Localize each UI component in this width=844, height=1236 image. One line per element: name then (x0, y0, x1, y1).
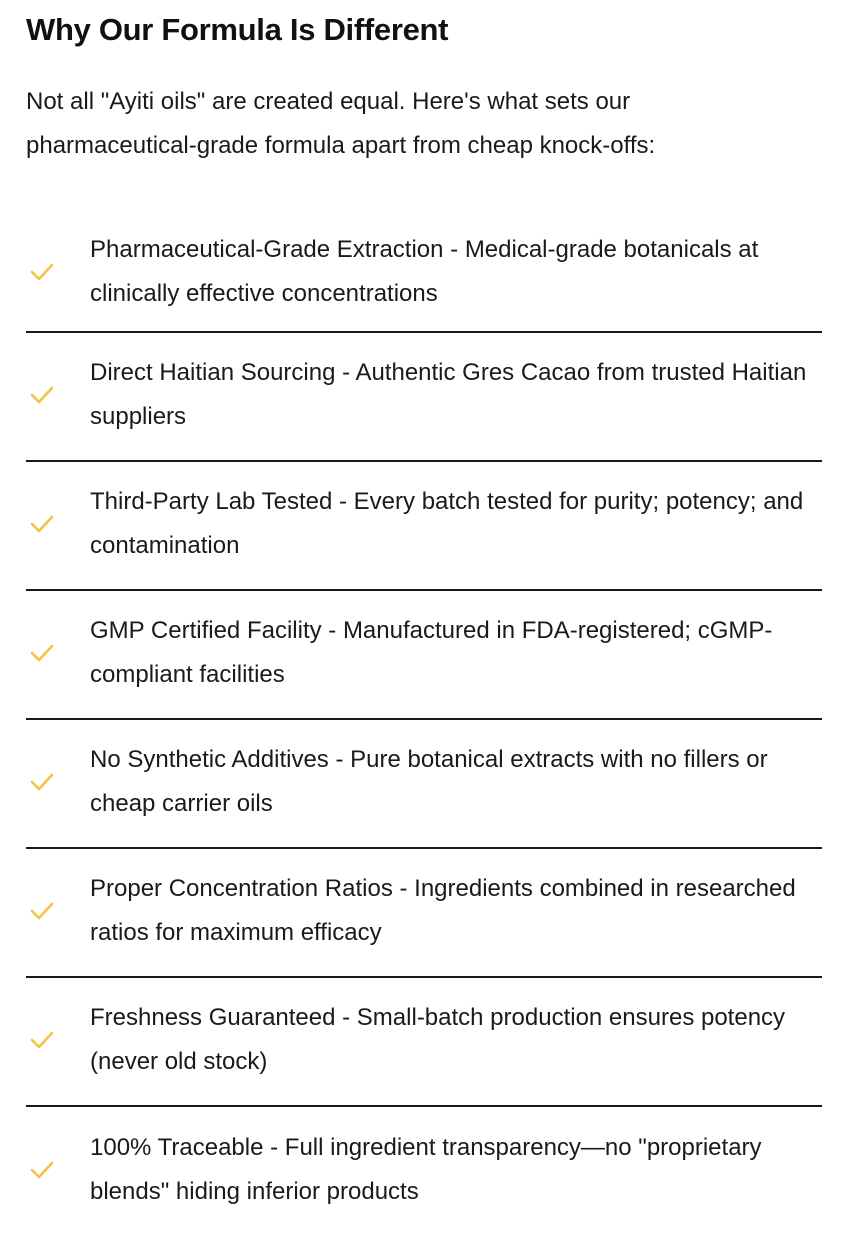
list-item (26, 849, 822, 978)
check-icon (28, 381, 56, 409)
check-icon (28, 897, 56, 925)
check-icon (28, 510, 56, 538)
check-icon (28, 768, 56, 796)
check-icon (28, 258, 56, 286)
list-item (26, 333, 822, 462)
list-item-text: GMP Certified Facility - Manufactured in FDA-registered; cGMP-compliant facilities (90, 616, 773, 688)
section-intro: Not all "Ayiti oils" are created equal. Here's what sets our pharmaceutical-grade formula apart from cheap knock-offs: (26, 88, 656, 159)
list-item-text: Proper Concentration Ratios - Ingredients combined in researched ratios for maximum efficacy (90, 874, 796, 946)
benefits-list (26, 216, 822, 1236)
list-item-text: Third-Party Lab Tested - Every batch tested for purity; potency; and contamination (90, 487, 804, 559)
list-item-text: 100% Traceable - Full ingredient transparency—no "proprietary blends" hiding inferior products (90, 1133, 762, 1205)
list-item (26, 591, 822, 720)
check-icon (28, 1026, 56, 1054)
list-item (26, 978, 822, 1107)
section-title: Why Our Formula Is Different (26, 12, 449, 47)
check-icon (28, 1156, 56, 1184)
list-item-text: No Synthetic Additives - Pure botanical extracts with no fillers or cheap carrier oils (90, 745, 768, 817)
list-item-text: Pharmaceutical-Grade Extraction - Medical-grade botanicals at clinically effective concentrations (90, 235, 759, 307)
list-item (26, 216, 822, 333)
check-icon (28, 639, 56, 667)
list-item-text: Freshness Guaranteed - Small-batch production ensures potency (never old stock) (90, 1003, 786, 1075)
list-item (26, 720, 822, 849)
list-item (26, 1107, 822, 1236)
list-item-text: Direct Haitian Sourcing - Authentic Gres Cacao from trusted Haitian suppliers (90, 358, 807, 430)
list-item (26, 462, 822, 591)
